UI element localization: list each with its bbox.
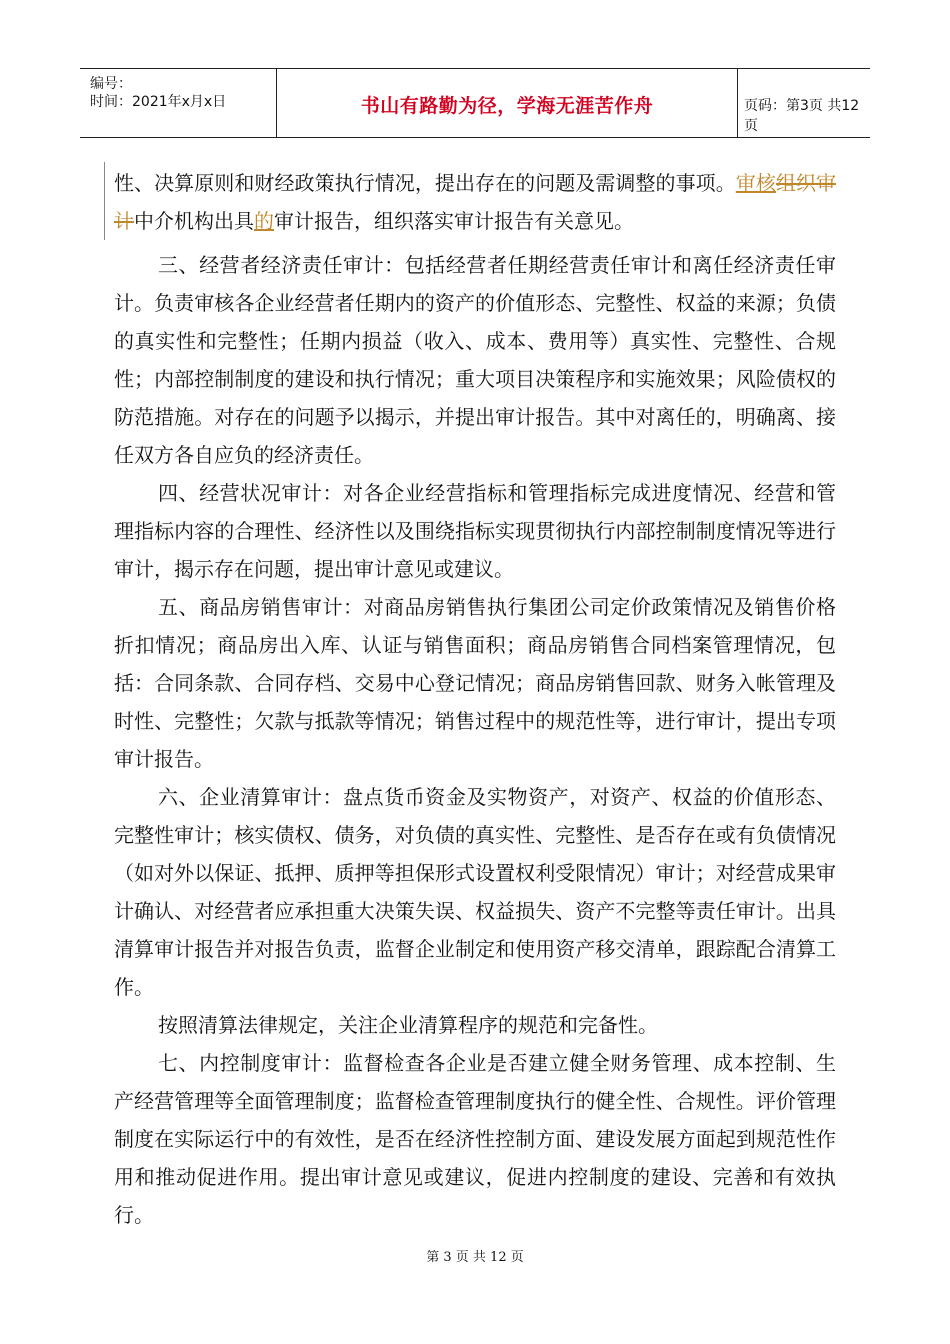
paragraph-text: 审计报告，组织落实审计报告有关意见。 — [274, 209, 634, 233]
paragraph-text: 中介机构出具 — [134, 209, 254, 233]
paragraph-liquidation-audit: 六、企业清算审计：盘点货币资金及实物资产，对资产、权益的价值形态、完整性审计；核实债权、债务，对负债的真实性、完整性、是否存在或有负债情况（如对外以保证、抵押、质押等担保形式设置权利受限情况）审计；对经营成果审计确认、对经营者应承担重大决策失误、权益损失、资产不完整等责任审计。出具清算审计报告并对报告负责，监督企业制定和使用资产移交清单，跟踪配合清算工作。 — [114, 785, 836, 999]
page-footer: 第 3 页 共 12 页 — [426, 1250, 524, 1265]
revision-insertion: 的 — [254, 209, 274, 233]
page-header — [80, 68, 870, 138]
document-number-label: 编号： — [90, 76, 132, 92]
paragraph-continued — [114, 164, 836, 240]
header-page-cell — [736, 69, 870, 137]
revision-deletion: 组织审计 — [114, 171, 837, 233]
header-motto: 书山有路勤为径，学海无涯苦作舟 — [360, 95, 654, 117]
document-date-label: 时间：2021年x月x日 — [90, 94, 227, 110]
paragraph-liquidation-law: 按照清算法律规定，关注企业清算程序的规范和完备性。 — [158, 1013, 658, 1037]
header-page-number: 页码：第3页 共12页 — [744, 98, 860, 134]
revision-change-bar — [104, 162, 105, 240]
paragraph-operation-status-audit: 四、经营状况审计：对各企业经营指标和管理指标完成进度情况、经营和管理指标内容的合理性、经济性以及围绕指标实现贯彻执行内部控制制度情况等进行审计，揭示存在问题，提出审计意见或建议。 — [114, 481, 836, 581]
paragraph-internal-control-audit: 七、内控制度审计：监督检查各企业是否建立健全财务管理、成本控制、生产经营管理等全面管理制度；监督检查管理制度执行的健全性、合规性。评价管理制度在实际运行中的有效性，是否在经济性控制方面、建设发展方面起到规范性作用和推动促进作用。提出审计意见或建议，促进内控制度的建设、完善和有效执行。 — [114, 1051, 836, 1227]
header-motto-cell — [276, 69, 738, 137]
paragraph-manager-responsibility-audit: 三、经营者经济责任审计：包括经营者任期经营责任审计和离任经济责任审计。负责审核各企业经营者任期内的资产的价值形态、完整性、权益的来源；负债的真实性和完整性；任期内损益（收入、成本、费用等）真实性、完整性、合规性；内部控制制度的建设和执行情况；重大项目决策程序和实施效果；风险债权的防范措施。对存在的问题予以揭示，并提出审计报告。其中对离任的，明确离、接任双方各自应负的经济责任。 — [114, 253, 836, 467]
paragraph-housing-sales-audit: 五、商品房销售审计：对商品房销售执行集团公司定价政策情况及销售价格折扣情况；商品房出入库、认证与销售面积；商品房销售合同档案管理情况，包括：合同条款、合同存档、交易中心登记情况；商品房销售回款、财务入帐管理及时性、完整性；欠款与抵款等情况；销售过程中的规范性等，进行审计，提出专项审计报告。 — [114, 595, 836, 771]
paragraph-text: 性、决算原则和财经政策执行情况，提出存在的问题及需调整的事项。 — [114, 171, 736, 195]
revision-insertion: 审核 — [735, 171, 776, 195]
header-meta-cell — [80, 69, 276, 137]
